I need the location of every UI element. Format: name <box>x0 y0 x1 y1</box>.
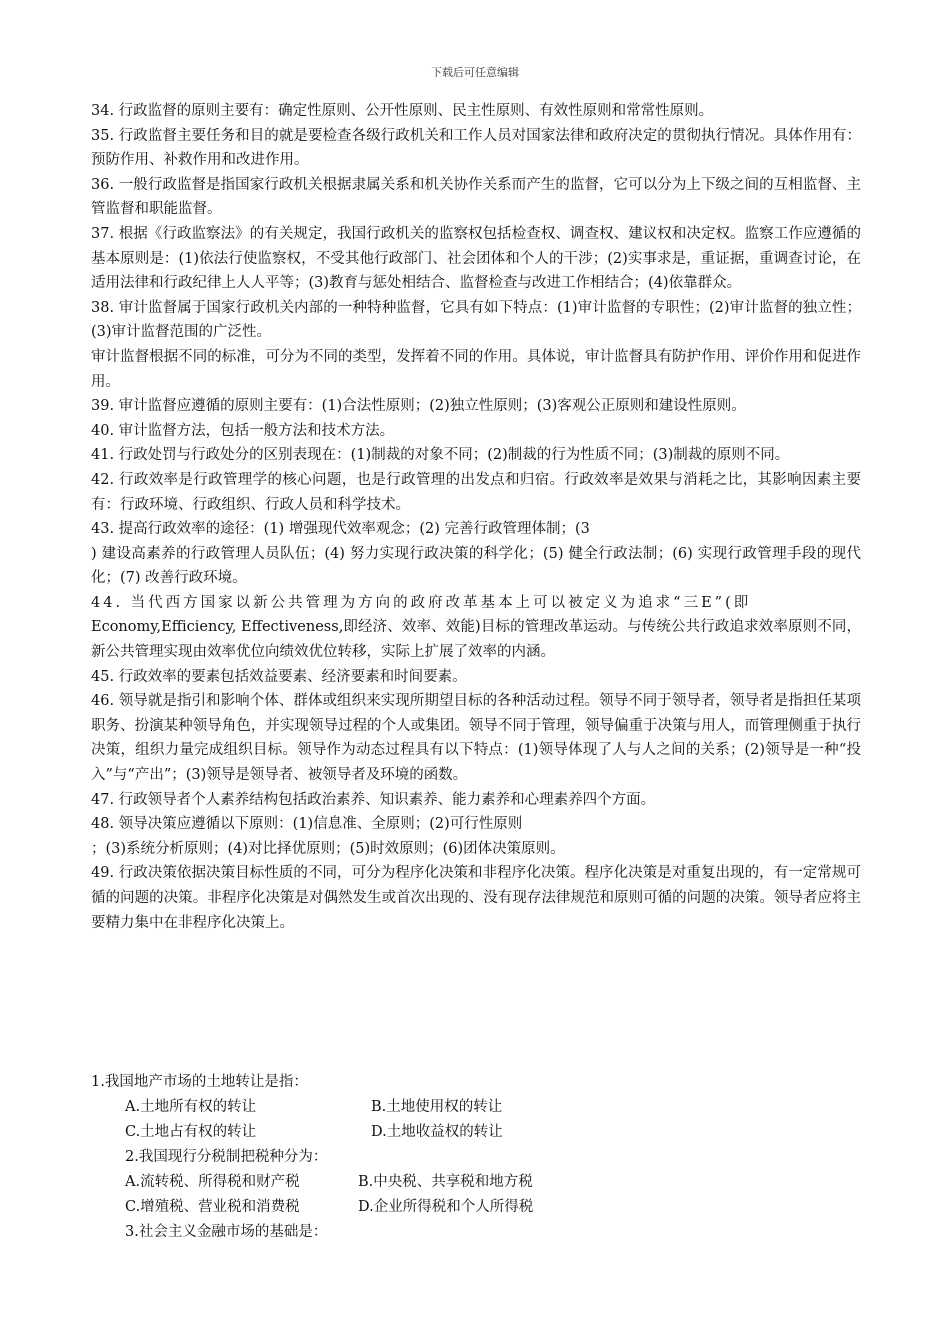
paragraph-48-line2: ；(3)系统分析原则；(4)对比择优原则；(5)时效原则；(6)团体决策原则。 <box>91 840 565 857</box>
paragraph-47: 47. 行政领导者个人素养结构包括政治素养、知识素养、能力素养和心理素养四个方面。 <box>91 791 656 808</box>
document-body <box>91 99 861 935</box>
q1-option-a: A.土地所有权的转让 <box>125 1099 257 1115</box>
paragraph-44-line2: Economy,Efficiency, Effectiveness,即经济、效率、效能)目标的管理改革运动。与传统公共行政追求效率原则不同，新公共管理实现由效率优位向绩效优位转移，实际上扩展了效率的内涵。 <box>91 619 861 661</box>
question-2-options-row1 <box>125 1170 533 1195</box>
q1-option-b: B.土地使用权的转让 <box>371 1099 503 1115</box>
page-header: 下载后可任意编辑 <box>431 66 519 79</box>
paragraph-39: 39. 审计监督应遵循的原则主要有：(1)合法性原则；(2)独立性原则；(3)客观公正原则和建设性原则。 <box>91 398 746 415</box>
question-1-options-row1 <box>125 1095 502 1120</box>
paragraph-41: 41. 行政处罚与行政处分的区别表现在：(1)制裁的对象不同；(2)制裁的行为性质不同；(3)制裁的原则不同。 <box>91 447 790 464</box>
q2-option-a: A.流转税、所得税和财产税 <box>125 1174 300 1190</box>
paragraph-38-continued: 审计监督根据不同的标准，可分为不同的类型，发挥着不同的作用。具体说，审计监督具有防护作用、评价作用和促进作用。 <box>91 348 861 390</box>
paragraph-43-line1: 43. 提高行政效率的途径：(1) 增强现代效率观念；(2) 完善行政管理体制；(3 <box>91 521 590 538</box>
paragraph-35: 35. 行政监督主要任务和目的就是要检查各级行政机关和工作人员对国家法律和政府决定的贯彻执行情况。具体作用有：预防作用、补救作用和改进作用。 <box>91 127 861 169</box>
question-1-options-row2 <box>125 1120 503 1145</box>
question-2: 2.我国现行分税制把税种分为： <box>125 1149 328 1165</box>
paragraph-40: 40. 审计监督方法，包括一般方法和技术方法。 <box>91 422 395 439</box>
paragraph-49: 49. 行政决策依据决策目标性质的不同，可分为程序化决策和非程序化决策。程序化决策是对重复出现的，有一定常规可循的问题的决策。非程序化决策是对偶然发生或首次出现的、没有现存法律规范和原则可循的问题的决策。领导者应将主要精力集中在非程序化决策上。 <box>91 865 861 931</box>
paragraph-36: 36. 一般行政监督是指国家行政机关根据隶属关系和机关协作关系而产生的监督，它可以分为上下级之间的互相监督、主管监督和职能监督。 <box>91 176 861 218</box>
q2-option-c: C.增殖税、营业税和消费税 <box>125 1199 300 1215</box>
paragraph-37: 37. 根据《行政监察法》的有关规定，我国行政机关的监察权包括检查权、调查权、建议权和决定权。监察工作应遵循的基本原则是：(1)依法行使监察权，不受其他行政部门、社会团体和个人的干涉；(2)实事求是，重证据，重调查讨论，在适用法律和行政纪律上人人平等；(3)教育与惩处相结合、监督检查与改进工作相结合；(4)依靠群众。 <box>91 225 861 292</box>
paragraph-43-line2: ) 建设高素养的行政管理人员队伍；(4) 努力实现行政决策的科学化；(5) 健全行政法制；(6) 实现行政管理手段的现代化；(7) 改善行政环境。 <box>91 545 861 587</box>
paragraph-34: 34. 行政监督的原则主要有：确定性原则、公开性原则、民主性原则、有效性原则和常常性原则。 <box>91 103 714 119</box>
question-1: 1.我国地产市场的土地转让是指： <box>91 1074 308 1090</box>
question-3: 3.社会主义金融市场的基础是： <box>125 1224 328 1240</box>
paragraph-38: 38. 审计监督属于国家行政机关内部的一种特种监督，它具有如下特点：(1)审计监督的专职性；(2)审计监督的独立性；(3)审计监督范围的广泛性。 <box>91 299 861 341</box>
q2-option-b: B.中央税、共享税和地方税 <box>358 1174 533 1190</box>
paragraph-45: 45. 行政效率的要素包括效益要素、经济要素和时间要素。 <box>91 668 467 685</box>
paragraph-42: 42. 行政效率是行政管理学的核心问题，也是行政管理的出发点和归宿。行政效率是效果与消耗之比，其影响因素主要有：行政环境、行政组织、行政人员和科学技术。 <box>91 471 861 513</box>
q1-option-c: C.土地占有权的转让 <box>125 1124 257 1140</box>
paragraph-44-line1: 44. 当代西方国家以新公共管理为方向的政府改革基本上可以被定义为追求“三E”(即 <box>91 594 752 611</box>
paragraph-46: 46. 领导就是指引和影响个体、群体或组织来实现所期望目标的各种活动过程。领导不同于领导者，领导者是指担任某项职务、扮演某种领导角色，并实现领导过程的个人或集团。领导不同于管理，领导偏重于决策与用人，而管理侧重于执行决策，组织力量完成组织目标。领导作为动态过程具有以下特点：(1)领导体现了人与人之间的关系；(2)领导是一种“投入”与“产出”；(3)领导是领导者、被领导者及环境的函数。 <box>91 693 861 784</box>
paragraph-48-line1: 48. 领导决策应遵循以下原则：(1)信息准、全原则；(2)可行性原则 <box>91 816 523 833</box>
q2-option-d: D.企业所得税和个人所得税 <box>358 1199 534 1215</box>
q1-option-d: D.土地收益权的转让 <box>371 1124 503 1140</box>
question-2-options-row2 <box>125 1195 533 1220</box>
